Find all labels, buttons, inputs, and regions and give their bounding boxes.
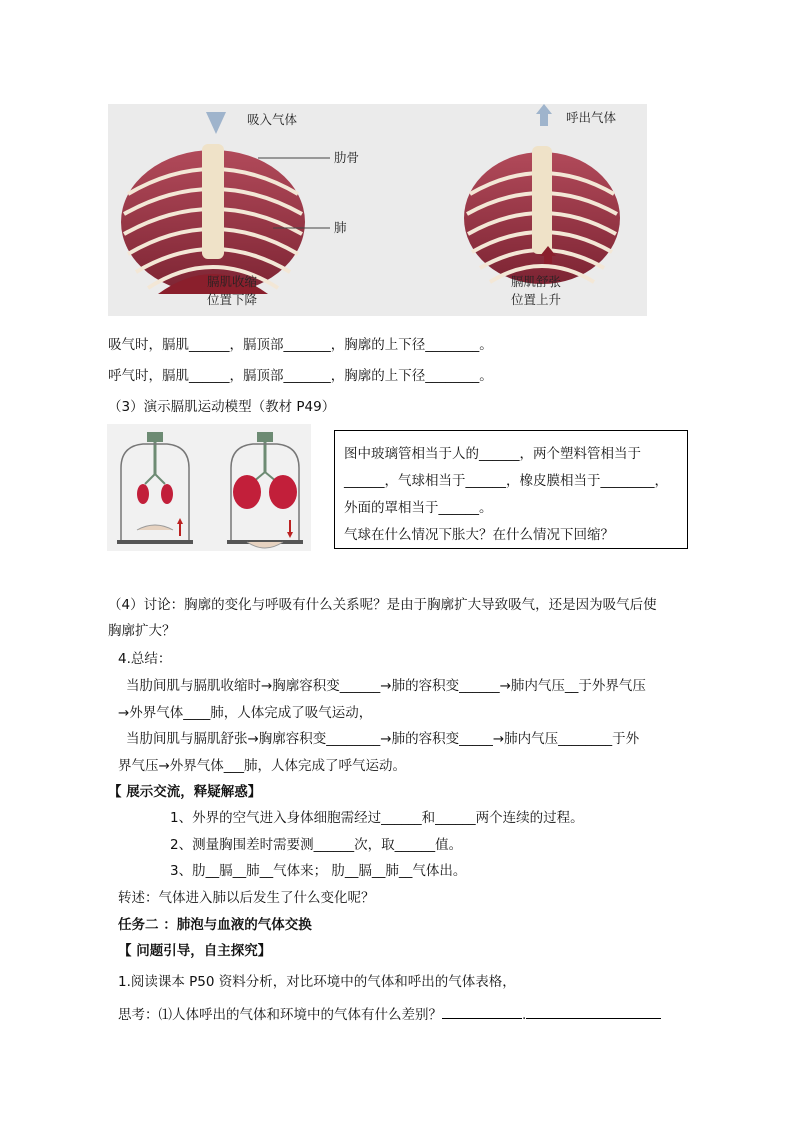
inhale-line: 吸气时，膈肌______，膈顶部_______，胸廓的上下径________。 xyxy=(108,337,493,353)
model-question-box xyxy=(334,430,688,549)
item3-title: （3）演示膈肌运动模型（教材 P49） xyxy=(108,399,336,415)
label-diaphragm-relax-1: 膈肌舒张 xyxy=(511,274,562,289)
bell-jar-illustration xyxy=(107,424,311,551)
up-arrow-icon xyxy=(177,518,183,536)
summary-line-1a: 当肋间肌与膈肌收缩时→胸廓容积变______→肺的容积变______→肺内气压__于外界气压 xyxy=(126,678,646,694)
summary-title: 4.总结： xyxy=(118,651,172,667)
ribcage-figure xyxy=(108,104,647,316)
exhale-line: 呼气时，膈肌______，膈顶部_______，胸廓的上下径________。 xyxy=(108,368,493,384)
section-inquiry-heading: 【 问题引导，自主探究】 xyxy=(118,943,272,959)
label-rib: 肋骨 xyxy=(334,150,360,165)
inhale-arrow-icon xyxy=(206,112,226,134)
inhale-ribcage xyxy=(121,144,305,294)
down-arrow-icon xyxy=(287,520,293,538)
item4-line-b: 胸廓扩大？ xyxy=(108,623,176,639)
bell-jar-model-figure xyxy=(107,424,311,551)
exhale-arrow-icon xyxy=(536,104,552,126)
question-3: 3、肋__膈__肺__气体来； 肋__膈__肺__气体出。 xyxy=(170,863,467,879)
task2-heading: 任务二 ：肺泡与血液的气体交换 xyxy=(118,917,312,933)
answer-line-1 xyxy=(442,1004,522,1019)
summary-line-2a: 当肋间肌与膈肌舒张→胸廓容积变________→肺的容积变_____→肺内气压________于外 xyxy=(126,731,640,747)
section-exchange-heading: 【 展示交流，释疑解惑】 xyxy=(108,784,262,800)
label-lung: 肺 xyxy=(334,220,347,235)
item4-line-a: （4）讨论：胸廓的变化与呼吸有什么关系呢？是由于胸廓扩大导致吸气，还是因为吸气后使 xyxy=(108,597,657,613)
bell-jar-left xyxy=(117,432,193,544)
summary-line-2b: 界气压→外界气体___肺，人体完成了呼气运动。 xyxy=(118,758,407,774)
label-diaphragm-contract-2: 位置下降 xyxy=(207,292,258,307)
bell-jar-right xyxy=(227,432,303,548)
summary-line-1b: →外界气体____肺，人体完成了吸气运动， xyxy=(118,705,373,721)
label-exhale-gas: 呼出气体 xyxy=(566,110,617,125)
question-2: 2、测量胸围差时需要测______次，取______值。 xyxy=(170,837,463,853)
label-diaphragm-contract-1: 膈肌收缩 xyxy=(207,274,258,289)
box-line-4: 气球在什么情况下胀大？在什么情况下回缩？ xyxy=(344,527,614,543)
read-instruction: 1.阅读课本 P50 资料分析，对比环境中的气体和呼出的气体表格， xyxy=(118,974,516,990)
box-line-2: ______，气球相当于______，橡皮膜相当于________， xyxy=(344,473,668,489)
think-question-text: 思考：⑴人体呼出的气体和环境中的气体有什么差别？ xyxy=(118,1007,442,1023)
question-1: 1、外界的空气进入身体细胞需经过______和______两个连续的过程。 xyxy=(170,810,584,826)
think-question xyxy=(118,1003,661,1023)
transition-line: 转述：气体进入肺以后发生了什么变化呢？ xyxy=(118,890,375,906)
label-inhale-gas: 吸入气体 xyxy=(247,112,298,127)
exhale-ribcage xyxy=(464,146,620,284)
think-dot: . xyxy=(522,1007,527,1023)
box-line-3: 外面的罩相当于______。 xyxy=(344,500,493,516)
box-line-1: 图中玻璃管相当于人的______，两个塑料管相当于 xyxy=(344,446,641,462)
label-diaphragm-relax-2: 位置上升 xyxy=(511,292,562,307)
ribcage-illustration xyxy=(108,104,647,316)
answer-line-2 xyxy=(526,1004,661,1019)
